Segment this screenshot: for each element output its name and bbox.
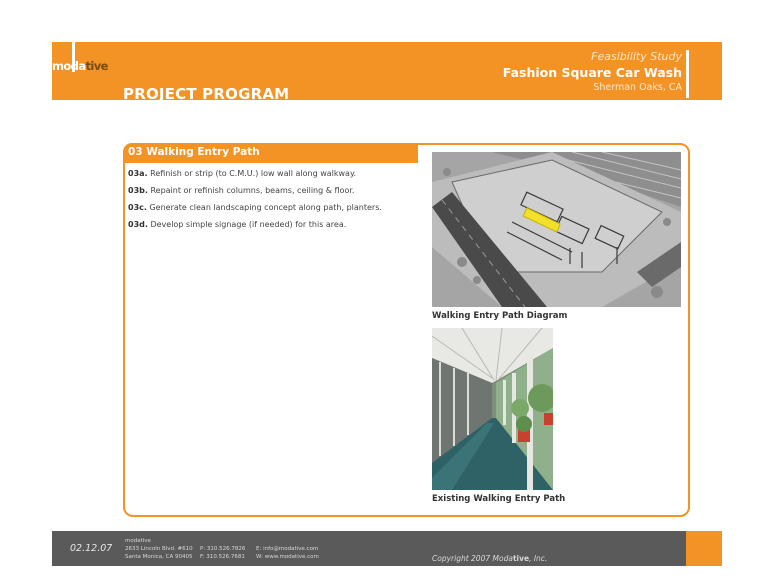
existing-walking-path-photo (432, 328, 553, 490)
copyright-brand-dark: tive (512, 554, 530, 563)
item-code: 03b. (128, 186, 148, 195)
copyright-prefix: Copyright 2007 (432, 554, 493, 563)
project-name: Fashion Square Car Wash (502, 65, 682, 80)
item-text: Develop simple signage (if needed) for this area. (147, 220, 347, 229)
section-title: 03 Walking Entry Path (128, 146, 260, 158)
footer-address-line2: Santa Monica, CA 90405 (125, 554, 193, 560)
program-item (128, 203, 382, 212)
item-code: 03c. (128, 203, 147, 212)
item-code: 03d. (128, 220, 148, 229)
item-text: Repaint or refinish columns, beams, ceiling & floor. (147, 186, 355, 195)
program-item (128, 169, 356, 178)
item-text: Generate clean landscaping concept along path, planters. (146, 203, 382, 212)
footer-accent-block (686, 531, 722, 566)
copyright-suffix: , Inc. (529, 554, 548, 563)
footer-email: E: info@modative.com (256, 546, 319, 552)
footer-fax: F: 310.526.7681 (200, 554, 245, 560)
program-item (128, 186, 354, 195)
copyright-brand-light: Moda (492, 554, 513, 563)
walking-entry-path-diagram (432, 152, 681, 307)
modative-logo (52, 42, 108, 100)
footer-date: 02.12.07 (70, 543, 113, 554)
header-divider (686, 50, 689, 98)
footer-phone: P: 310.526.7826 (200, 546, 246, 552)
item-text: Refinish or strip (to C.M.U.) low wall along walkway. (147, 169, 357, 178)
logo-text-light: moda (52, 59, 86, 73)
logo-text-dark: tive (85, 59, 108, 73)
item-code: 03a. (128, 169, 148, 178)
study-label: Feasibility Study (591, 50, 682, 63)
logo-text (52, 59, 108, 73)
program-item (128, 220, 346, 229)
footer-company: modative (125, 538, 151, 544)
project-info (503, 50, 682, 94)
footer-address-line1: 2633 Lincoln Blvd. #610 (125, 546, 193, 552)
project-location: Sherman Oaks, CA (593, 82, 682, 93)
page-title: PROJECT PROGRAM (123, 85, 290, 103)
diagram-caption: Walking Entry Path Diagram (432, 311, 568, 321)
footer-web: W: www.modative.com (256, 554, 319, 560)
photo-caption: Existing Walking Entry Path (432, 494, 566, 504)
footer-copyright (432, 554, 547, 563)
